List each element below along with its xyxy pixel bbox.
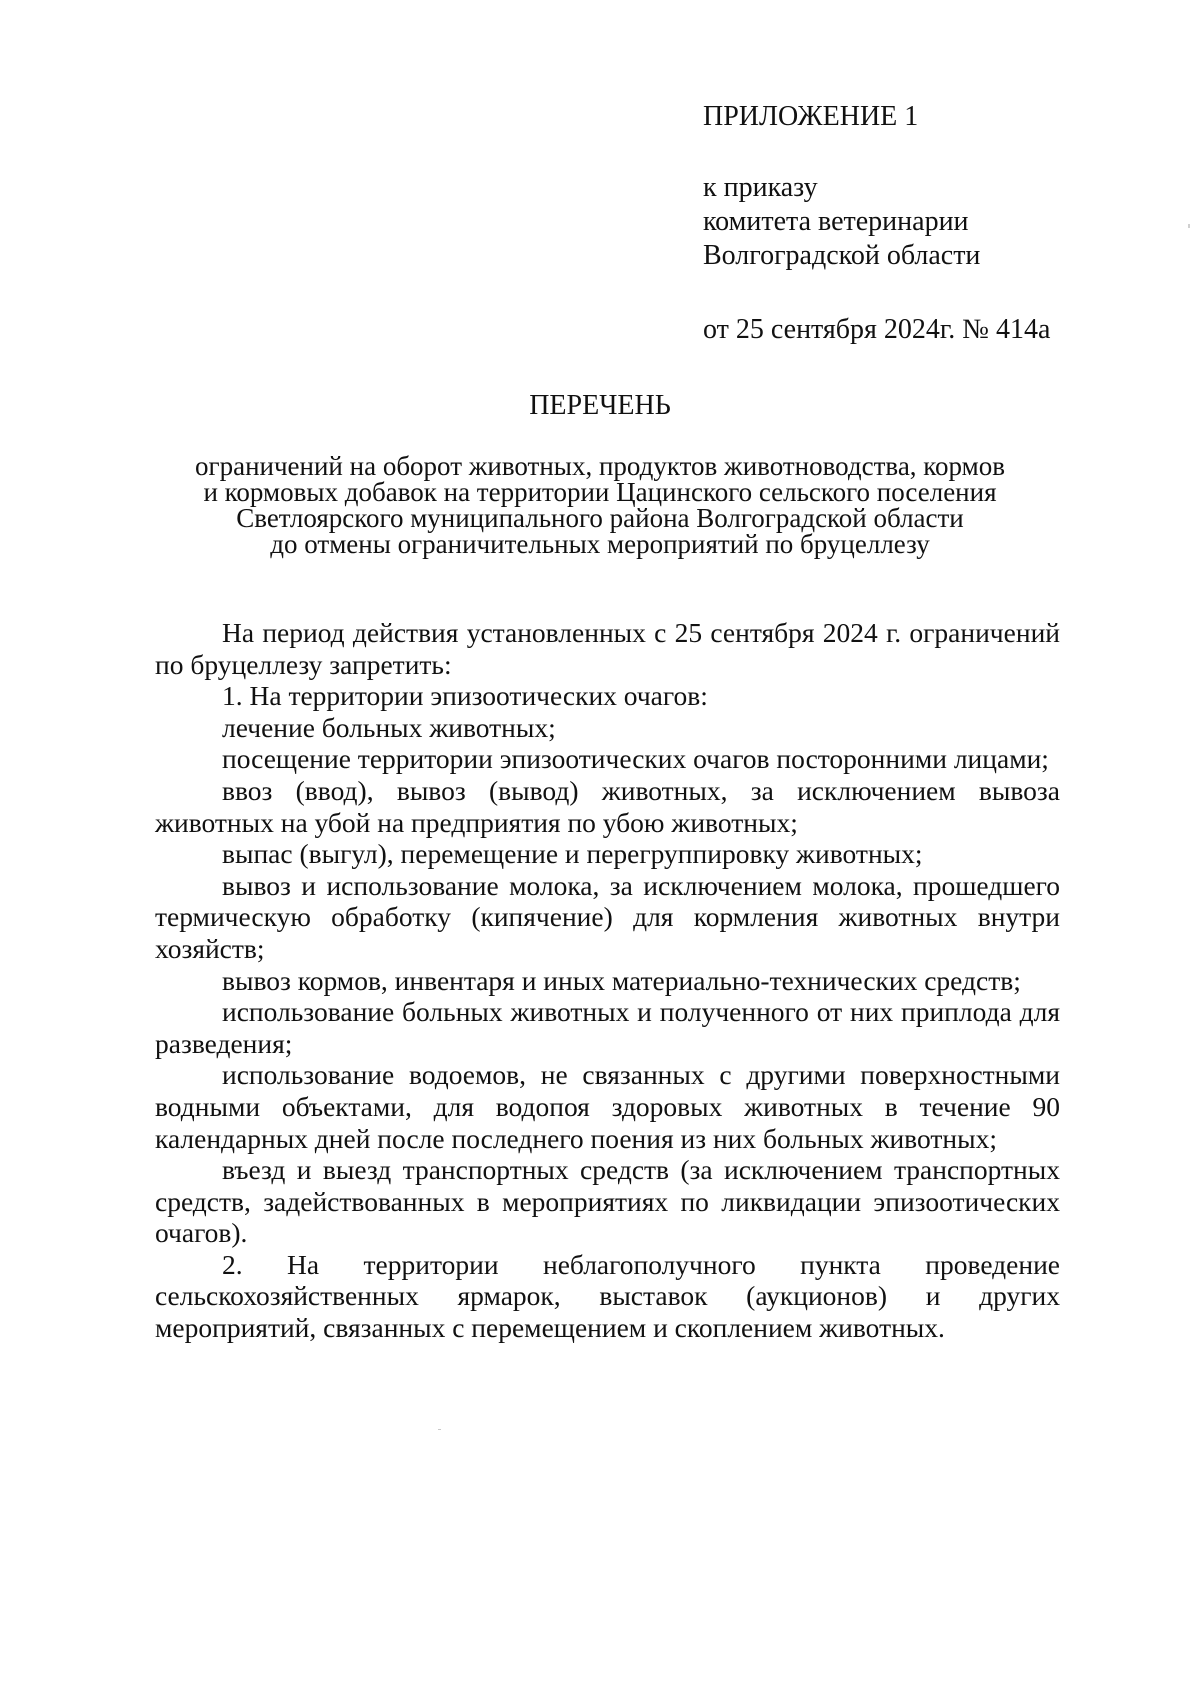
annex-header [703,100,1143,347]
document-title: ПЕРЕЧЕНЬ [529,390,671,421]
body-paragraph: вывоз кормов, инвентаря и иных материально-технических средств; [222,964,1021,996]
body-paragraph: 2. На территории неблагополучного пункта проведение сельскохозяйственных ярмарок, выставок (аукционов) и других мероприятий, связанных с перемещением и скоплением животных. [155,1248,1060,1344]
body-paragraph: 1. На территории эпизоотических очагов: [222,680,708,712]
body-paragraph: вывоз и использование молока, за исключением молока, прошедшего термическую обработку (кипячение) для кормления животных внутри хозяйств; [155,869,1060,964]
body-paragraph: выпас (выгул), перемещение и перегруппировку животных; [222,838,923,870]
body-paragraph: использование больных животных и полученного от них приплода для разведения; [155,996,1060,1059]
body-paragraph: ввоз (ввод), вывоз (вывод) животных, за исключением вывоза животных на убой на предприятия по убою животных; [155,774,1060,838]
annex-date-number: от 25 сентября 2024г. № 414а [703,314,1051,345]
body-paragraph: На период действия установленных с 25 сентября 2024 г. ограничений по бруцеллезу запретить: [155,617,1060,680]
annex-title: ПРИЛОЖЕНИЕ 1 [703,101,919,132]
body-paragraph: въезд и выезд транспортных средств (за исключением транспортных средств, задействованных в мероприятиях по ликвидации эпизоотических очагов). [155,1154,1060,1249]
subtitle-line: и кормовых добавок на территории Цацинского сельского поселения [203,477,997,507]
body-paragraph: посещение территории эпизоотических очагов посторонними лицами; [222,743,1049,775]
annex-line: к приказу [703,172,818,203]
scan-artifact [438,1429,441,1430]
annex-line: комитета ветеринарии [703,206,969,237]
annex-line: Волгоградской области [703,240,981,271]
document-body [155,617,1060,1344]
annex-reference [703,171,1143,347]
body-paragraph: лечение больных животных; [222,711,556,743]
subtitle-line: Светлоярского муниципального района Волгоградской области [236,503,964,533]
body-paragraph: использование водоемов, не связанных с другими поверхностными водными объектами, для водопоя здоровых животных в течение 90 календарных дней после последнего поения из них больных животных; [155,1059,1060,1154]
scan-artifact [1188,224,1190,228]
subtitle-line: до отмены ограничительных мероприятий по бруцеллезу [270,529,930,559]
subtitle-line: ограничений на оборот животных, продуктов животноводства, кормов [195,451,1005,481]
document-subtitle [100,453,1100,557]
